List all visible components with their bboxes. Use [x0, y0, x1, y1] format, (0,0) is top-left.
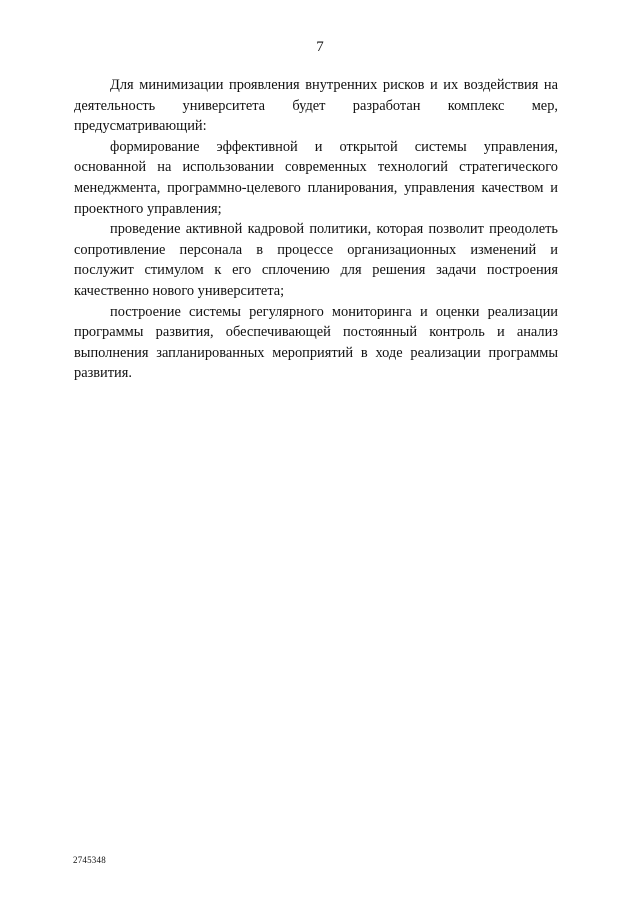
paragraph-monitoring: построение системы регулярного мониторинга и оценки реализации программы развития, обеспечивающей постоянный контроль и анализ выполнения запланированных мероприятий в ходе реализации программы развития. [74, 303, 558, 382]
page-number: 7 [316, 39, 324, 55]
paragraph-intro: Для минимизации проявления внутренних рисков и их воздействия на деятельность университета будет разработан комплекс мер, предусматривающий: [74, 77, 558, 135]
paragraph-personnel-policy: проведение активной кадровой политики, которая позволит преодолеть сопротивление персонала в процессе организационных изменений и послужит стимулом к его сплочению для решения задачи построения качественно нового университета; [74, 221, 558, 299]
document-code: 2745348 [73, 855, 106, 865]
body-text [74, 75, 558, 384]
paragraph-management-system: формирование эффективной и открытой системы управления, основанной на использовании современных технологий стратегического менеджмента, программно-целевого планирования, управления качеством и проектного управления; [74, 138, 558, 217]
